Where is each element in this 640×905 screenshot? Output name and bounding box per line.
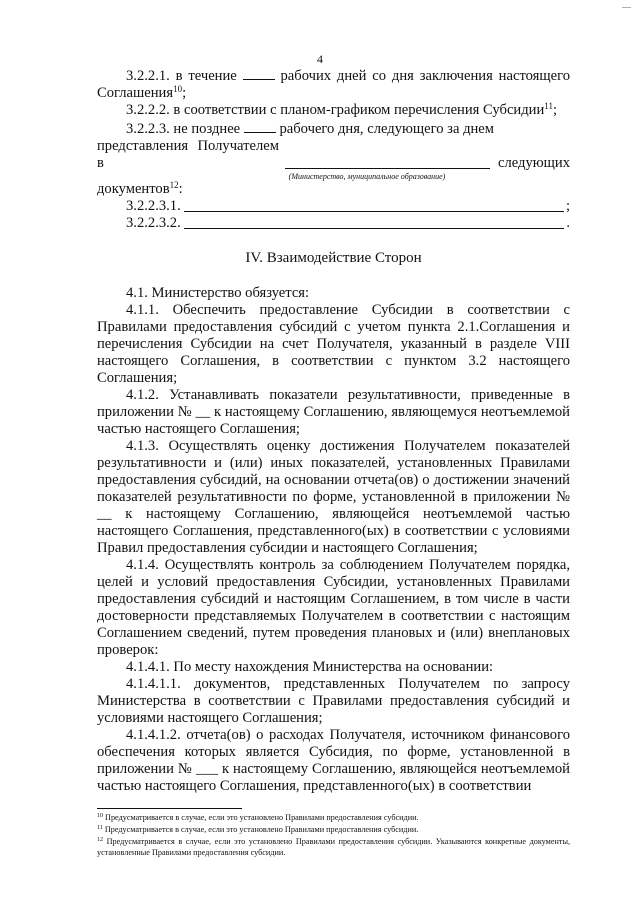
item-label: 3.2.2.3.1.	[126, 198, 181, 214]
clause-4-1: 4.1. Министерство обязуется:	[126, 285, 310, 301]
footnote-number: 11	[97, 825, 103, 831]
blank-document-1	[184, 198, 564, 212]
clause-4-1-4-1-1: 4.1.4.1.1. документов, представленных Получателем по запросу Министерства в соответствии с Правилами предоставления субсидий и условиями настоящего Соглашения;	[97, 676, 570, 726]
section-title: IV. Взаимодействие Сторон	[245, 250, 422, 266]
footnote	[97, 836, 570, 858]
clause-3-2-2-1-end: рабочих дней со дня заключения настоящего Соглашения	[97, 68, 570, 101]
clause-3-2-2-3	[97, 119, 570, 138]
blank-days-field	[243, 66, 275, 80]
footnote-ref-11: 11	[544, 101, 553, 111]
clause-3-2-2-3-2	[97, 215, 570, 232]
blank-document-2	[184, 215, 565, 229]
clause-3-2-2-3-start: 3.2.2.3. не позднее	[126, 121, 241, 137]
clause-3-2-2-3-following: следующих	[497, 155, 570, 171]
clause-4-1-3: 4.1.3. Осуществлять оценку достижения Получателем показателей результативности и (или) иных показателей, установленных Правилами предоставления субсидий, на основании отчета(ов) о достижении значений показателей результативности по форме, установленной в приложении № __ к настоящему Соглашению, являющейся неотъемлемой частью настоящего Соглашения, представленного(ых) в соответствии с условиями Правил предоставления субсидии и настоящего Соглашения;	[97, 438, 570, 556]
footnote-text: Предусматривается в случае, если это установлено Правилами предоставления субсидии.	[104, 825, 419, 834]
footnote	[97, 824, 570, 835]
clause-3-2-2-2	[97, 102, 570, 119]
corner-mark: —	[622, 2, 632, 12]
page-number: 4	[317, 52, 323, 66]
punct: .	[566, 215, 570, 231]
footnote-separator	[97, 808, 242, 809]
clause-3-2-2-3-text: представления Получателем в	[97, 138, 279, 171]
clause-3-2-2-1	[97, 66, 570, 102]
punct: ;	[565, 198, 570, 214]
clause-3-2-2-3-line2	[97, 138, 570, 172]
clause-3-2-2-1-start: 3.2.2.1. в течение	[126, 68, 237, 84]
clause-3-2-2-3-1	[97, 198, 570, 215]
footnote-text: Предусматривается в случае, если это установлено Правилами предоставления субсидии.	[105, 813, 419, 822]
blank-ministry-field	[285, 155, 490, 169]
documents-word: документов	[97, 181, 170, 197]
footnote-ref-12: 12	[169, 180, 179, 190]
footnote-ref-10: 10	[173, 84, 183, 94]
footnote	[97, 812, 570, 823]
ministry-hint: (Министерство, муниципальное образование)	[288, 172, 446, 181]
blank-day-field	[244, 119, 276, 133]
clause-3-2-2-3-documents	[97, 181, 570, 198]
footnote-number: 12	[97, 837, 103, 843]
item-label: 3.2.2.3.2.	[126, 215, 181, 231]
clause-3-2-2-2-text: 3.2.2.2. в соответствии с планом-графиком перечисления Субсидии	[126, 102, 545, 118]
clause-4-1-1: 4.1.1. Обеспечить предоставление Субсидии в соответствии с Правилами предоставления субсидий с учетом пункта 2.1.Соглашения и перечисления Субсидии на счет Получателя, указанный в разделе VIII настоящего Соглашения, в соответствии с пунктом 3.2 настоящего Соглашения;	[97, 302, 570, 386]
punct: ;	[182, 85, 187, 101]
punct: :	[178, 181, 183, 197]
punct: ;	[552, 102, 558, 118]
footnote-number: 10	[97, 813, 103, 819]
clause-4-1-4-1-2: 4.1.4.1.2. отчета(ов) о расходах Получателя, источником финансового обеспечения которых является Субсидия, по форме, установленной в приложении № ___ к настоящему Соглашению, являющейся неотъемлемой частью настоящего Соглашения, представленного(ых) в соответствии	[97, 727, 570, 794]
document-body	[97, 66, 570, 795]
clause-4-1-2: 4.1.2. Устанавливать показатели результативности, приведенные в приложении № __ к настоящему Соглашению, являющемуся неотъемлемой частью настоящего Соглашения;	[97, 387, 570, 437]
clause-3-2-2-3-mid: рабочего дня, следующего за днем	[279, 121, 495, 137]
footnote-text: Предусматривается в случае, если это установлено Правилами предоставления субсидии. Указываются конкретные документы, установленные Правилами предоставления субсидии.	[97, 837, 570, 857]
footnotes	[97, 812, 570, 859]
clause-4-1-4-1: 4.1.4.1. По месту нахождения Министерства на основании:	[126, 659, 494, 675]
clause-4-1-4: 4.1.4. Осуществлять контроль за соблюдением Получателем порядка, целей и условий предоставления Субсидии, установленных Правилами предоставления субсидий и настоящим Соглашением, в том числе в части достоверности представляемых Получателем в соответствии с настоящим Соглашением сведений, путем проведения плановых и (или) внеплановых проверок:	[97, 557, 570, 658]
